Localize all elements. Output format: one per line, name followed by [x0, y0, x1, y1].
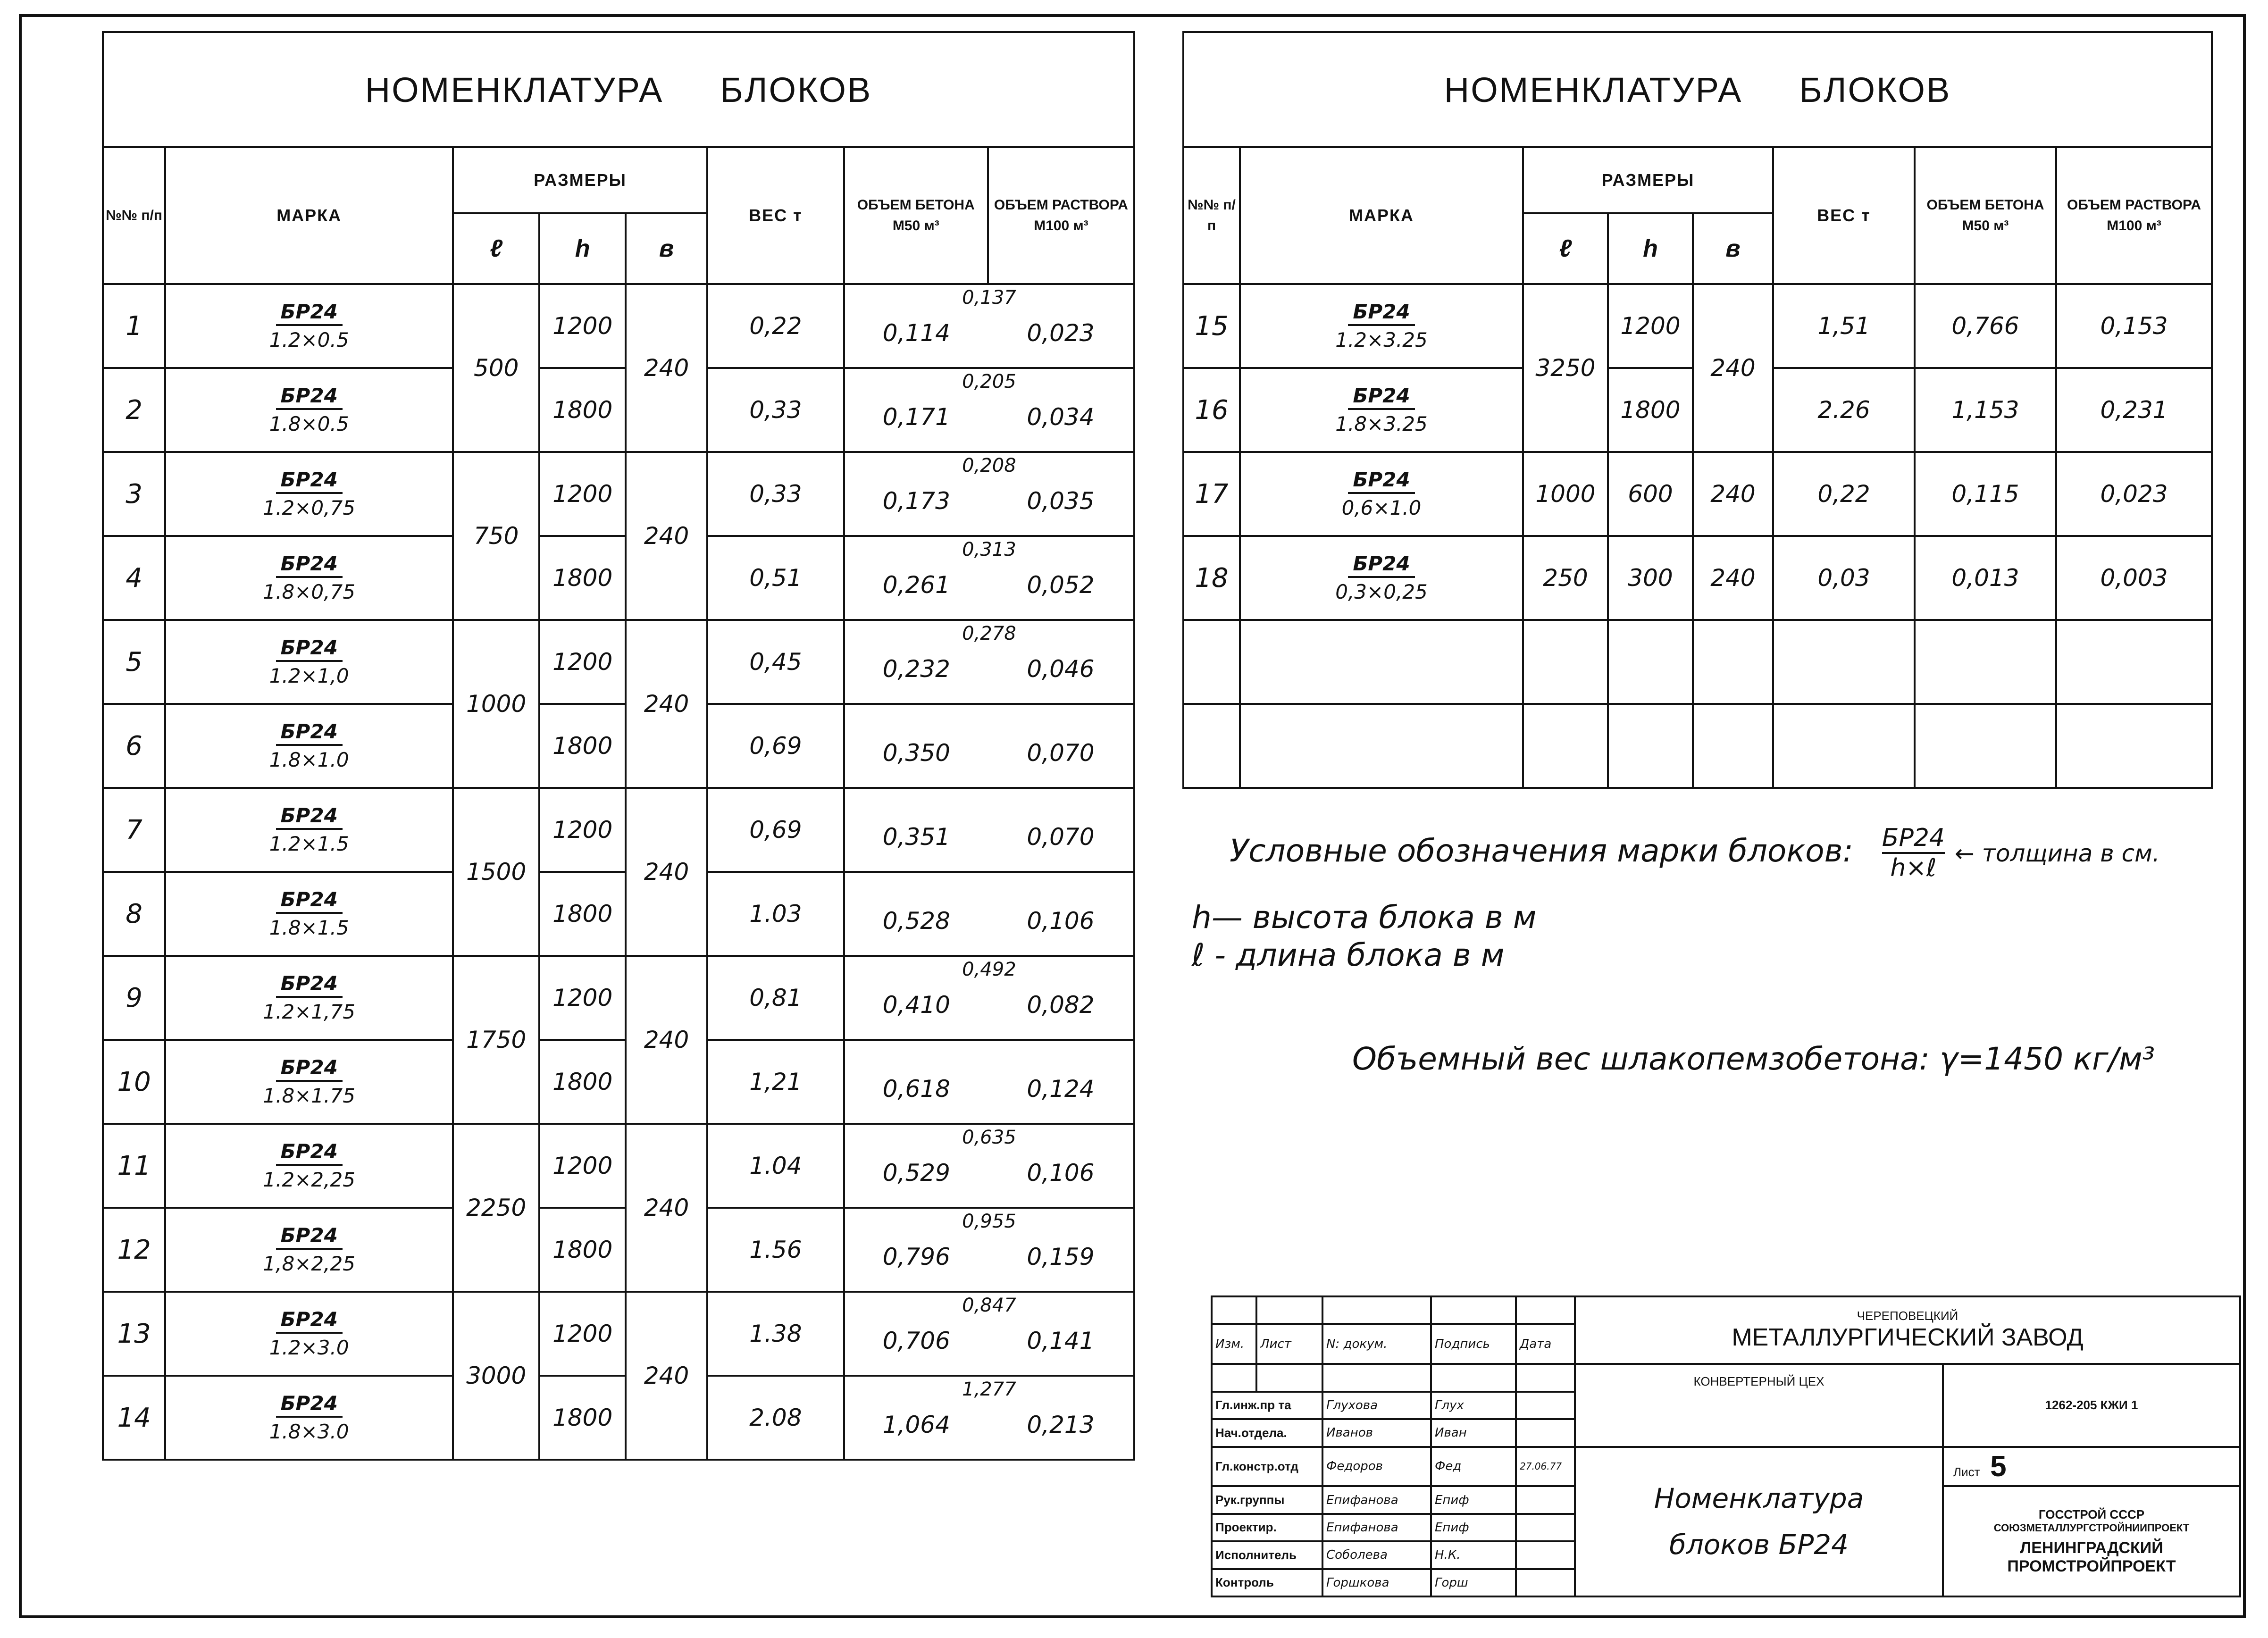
- role-name: Иванов: [1322, 1419, 1431, 1446]
- weight-value: 1.04: [707, 1124, 844, 1208]
- institute: ГОССТРОЙ СССР СОЮЗМЕТАЛЛУРГСТРОЙНИИПРОЕКТ ЛЕНИНГРАДСКИЙ ПРОМСТРОЙПРОЕКТ: [1943, 1486, 2240, 1596]
- table-row: [1183, 284, 2212, 368]
- role-label: Контроль: [1212, 1569, 1322, 1596]
- total-volume: 0,278: [962, 623, 1016, 644]
- h-definition: h— высота блока в м: [1192, 899, 1537, 936]
- role-label: Рук.группы: [1212, 1486, 1322, 1513]
- row-number: 4: [103, 536, 165, 620]
- role-signature: Горш: [1431, 1569, 1516, 1596]
- length-value: 2250: [453, 1124, 539, 1292]
- concrete-value: 0,618: [882, 1075, 950, 1103]
- table-row: [103, 1124, 1134, 1208]
- sheet-number: Лист 5: [1943, 1447, 2240, 1487]
- role-name: Соболева: [1322, 1541, 1431, 1569]
- table-row: [103, 872, 1134, 956]
- height-value: 1200: [539, 1292, 626, 1376]
- weight-value: 1.38: [707, 1292, 844, 1376]
- width-value: 240: [626, 1292, 707, 1460]
- weight-value: 0,03: [1773, 536, 1915, 620]
- role-date: [1516, 1514, 1575, 1541]
- total-volume: 0,847: [962, 1295, 1016, 1316]
- role-name: Епифанова: [1322, 1486, 1431, 1513]
- role-label: Исполнитель: [1212, 1541, 1322, 1569]
- block-mark: БР24 1.8×3.0: [165, 1376, 453, 1460]
- col-izm: Изм.: [1212, 1324, 1256, 1364]
- block-mark: БР24 1.8×1.5: [165, 872, 453, 956]
- volume-cell: [844, 1124, 1134, 1208]
- header-mark: МАРКА: [165, 147, 453, 284]
- legend-arrow: ← толщина в см.: [1954, 840, 2160, 868]
- role-signature: Глух: [1431, 1392, 1516, 1419]
- concrete-value: 0,766: [1915, 284, 2056, 368]
- block-mark: БР24 1.2×1.5: [165, 788, 453, 872]
- mortar-value: 0,034: [1027, 403, 1095, 431]
- concrete-value: 0,351: [882, 823, 950, 851]
- concrete-value: 0,529: [882, 1159, 950, 1187]
- weight-value: 0,33: [707, 368, 844, 452]
- height-value: 1800: [539, 1040, 626, 1124]
- width-value: 240: [626, 956, 707, 1124]
- table-row: [103, 620, 1134, 704]
- role-date: [1516, 1569, 1575, 1596]
- weight-value: 1,21: [707, 1040, 844, 1124]
- header-mortar: ОБЪЕМ РАСТВОРА М100 м³: [2056, 147, 2212, 284]
- empty-row: [1183, 704, 2212, 788]
- header-no: №№ п/п: [1183, 147, 1240, 284]
- role-signature: Н.К.: [1431, 1541, 1516, 1569]
- role-date: [1516, 1486, 1575, 1513]
- height-value: 1800: [539, 704, 626, 788]
- header-h: h: [539, 213, 626, 284]
- row-number: 2: [103, 368, 165, 452]
- mortar-value: 0,213: [1027, 1411, 1095, 1438]
- height-value: 600: [1608, 452, 1693, 536]
- mortar-value: 0,023: [1027, 319, 1095, 347]
- row-number: 18: [1183, 536, 1240, 620]
- col-doc: N: докум.: [1322, 1324, 1431, 1364]
- block-mark: БР24 1.8×1.75: [165, 1040, 453, 1124]
- concrete-value: 0,171: [882, 403, 950, 431]
- total-volume: 0,492: [962, 959, 1016, 980]
- weight-value: 0,45: [707, 620, 844, 704]
- role-signature: Епиф: [1431, 1486, 1516, 1513]
- weight-value: 0,69: [707, 704, 844, 788]
- total-volume: 0,208: [962, 455, 1016, 476]
- height-value: 1800: [539, 536, 626, 620]
- height-value: 1800: [539, 1376, 626, 1460]
- row-number: 5: [103, 620, 165, 704]
- concrete-value: 0,350: [882, 739, 950, 767]
- role-date: 27.06.77: [1516, 1447, 1575, 1487]
- header-mark: МАРКА: [1240, 147, 1523, 284]
- table-row: [103, 788, 1134, 872]
- drawing-title: Номенклатура блоков БР24: [1575, 1447, 1943, 1597]
- weight-value: 1.56: [707, 1208, 844, 1292]
- total-volume: 0,205: [962, 371, 1016, 393]
- height-value: 1200: [1608, 284, 1693, 368]
- width-value: 240: [626, 620, 707, 788]
- mortar-value: 0,141: [1027, 1327, 1095, 1354]
- table-row: [103, 368, 1134, 452]
- block-mark: БР24 1.8×0.5: [165, 368, 453, 452]
- total-volume: 0,137: [962, 287, 1016, 309]
- legend-bot: h×ℓ: [1890, 854, 1937, 882]
- block-mark: БР24 0,3×0,25: [1240, 536, 1523, 620]
- row-number: 11: [103, 1124, 165, 1208]
- volume-cell: [844, 452, 1134, 536]
- legend-note: [1230, 824, 2160, 882]
- width-value: 240: [626, 284, 707, 452]
- weight-value: 2.08: [707, 1376, 844, 1460]
- role-name: Епифанова: [1322, 1514, 1431, 1541]
- role-label: Проектир.: [1212, 1514, 1322, 1541]
- header-mortar: ОБЪЕМ РАСТВОРА М100 м³: [988, 147, 1134, 284]
- volume-cell: [844, 368, 1134, 452]
- mortar-value: 0,106: [1027, 1159, 1095, 1187]
- volume-cell: [844, 1040, 1134, 1124]
- header-concrete: ОБЪЕМ БЕТОНА М50 м³: [844, 147, 988, 284]
- header-l: ℓ: [1523, 213, 1608, 284]
- row-number: 10: [103, 1040, 165, 1124]
- row-number: 15: [1183, 284, 1240, 368]
- block-mark: БР24 1.2×1,75: [165, 956, 453, 1040]
- row-number: 13: [103, 1292, 165, 1376]
- role-signature: Иван: [1431, 1419, 1516, 1446]
- length-value: 250: [1523, 536, 1608, 620]
- volume-cell: [844, 788, 1134, 872]
- drawing-code: 1262-205 КЖИ 1: [1943, 1364, 2240, 1446]
- weight-value: 0,33: [707, 452, 844, 536]
- width-value: 240: [626, 452, 707, 620]
- role-date: [1516, 1392, 1575, 1419]
- density-note: Объемный вес шлакопемзобетона: γ=1450 кг/м³: [1352, 1041, 2155, 1077]
- drawing-sheet: [19, 14, 2246, 1618]
- header-weight: ВЕС т: [707, 147, 844, 284]
- height-value: 1800: [539, 368, 626, 452]
- mortar-value: 0,082: [1027, 991, 1095, 1019]
- mortar-value: 0,070: [1027, 739, 1095, 767]
- length-value: 1000: [1523, 452, 1608, 536]
- length-value: 1500: [453, 788, 539, 956]
- mortar-value: 0,124: [1027, 1075, 1095, 1103]
- width-value: 240: [626, 788, 707, 956]
- blocks-table-right: [1182, 31, 2213, 789]
- length-value: 500: [453, 284, 539, 452]
- block-mark: БР24 1.2×3.0: [165, 1292, 453, 1376]
- block-mark: БР24 1.2×1,0: [165, 620, 453, 704]
- length-value: 3000: [453, 1292, 539, 1460]
- table-row: [1183, 536, 2212, 620]
- concrete-value: 0,796: [882, 1243, 950, 1270]
- mortar-value: 0,023: [2056, 452, 2212, 536]
- height-value: 300: [1608, 536, 1693, 620]
- block-mark: БР24 1.2×2,25: [165, 1124, 453, 1208]
- header-weight: ВЕС т: [1773, 147, 1915, 284]
- role-name: Глухова: [1322, 1392, 1431, 1419]
- concrete-value: 0,173: [882, 487, 950, 515]
- role-date: [1516, 1541, 1575, 1569]
- weight-value: 1.03: [707, 872, 844, 956]
- height-value: 1800: [1608, 368, 1693, 452]
- empty-row: [1183, 620, 2212, 704]
- block-mark: БР24 1.8×3.25: [1240, 368, 1523, 452]
- row-number: 9: [103, 956, 165, 1040]
- blocks-table-left: [102, 31, 1135, 1461]
- table-row: [103, 1292, 1134, 1376]
- org-name: ЧЕРЕПОВЕЦКИЙ МЕТАЛЛУРГИЧЕСКИЙ ЗАВОД: [1575, 1296, 2240, 1364]
- concrete-value: 0,528: [882, 907, 950, 935]
- row-number: 14: [103, 1376, 165, 1460]
- mortar-value: 0,052: [1027, 571, 1095, 599]
- concrete-value: 0,410: [882, 991, 950, 1019]
- col-sign: Подпись: [1431, 1324, 1516, 1364]
- block-mark: БР24 1.8×1.0: [165, 704, 453, 788]
- header-sizes: РАЗМЕРЫ: [1523, 147, 1773, 213]
- role-name: Горшкова: [1322, 1569, 1431, 1596]
- concrete-value: 0,115: [1915, 452, 2056, 536]
- mortar-value: 0,046: [1027, 655, 1095, 683]
- title-block: [1211, 1295, 2239, 1597]
- table-row: [103, 452, 1134, 536]
- mortar-value: 0,003: [2056, 536, 2212, 620]
- concrete-value: 1,064: [882, 1411, 950, 1438]
- mortar-value: 0,106: [1027, 907, 1095, 935]
- table-row: [103, 1208, 1134, 1292]
- length-value: 1000: [453, 620, 539, 788]
- col-list: Лист: [1256, 1324, 1322, 1364]
- height-value: 1200: [539, 788, 626, 872]
- table-row: [103, 284, 1134, 368]
- length-value: 1750: [453, 956, 539, 1124]
- role-signature: Фед: [1431, 1447, 1516, 1487]
- legend-top: БР24: [1882, 824, 1945, 854]
- volume-cell: [844, 956, 1134, 1040]
- concrete-value: 0,261: [882, 571, 950, 599]
- mortar-value: 0,153: [2056, 284, 2212, 368]
- row-number: 16: [1183, 368, 1240, 452]
- volume-cell: [844, 704, 1134, 788]
- weight-value: 0,22: [707, 284, 844, 368]
- height-value: 1200: [539, 284, 626, 368]
- block-mark: БР24 1.2×0.5: [165, 284, 453, 368]
- concrete-value: 0,232: [882, 655, 950, 683]
- width-value: 240: [626, 1124, 707, 1292]
- legend-label: Условные обозначения марки блоков:: [1230, 833, 1853, 869]
- mortar-value: 0,231: [2056, 368, 2212, 452]
- table-title: НОМЕНКЛАТУРА БЛОКОВ: [103, 32, 1134, 147]
- height-value: 1800: [539, 1208, 626, 1292]
- total-volume: 0,955: [962, 1211, 1016, 1232]
- row-number: 3: [103, 452, 165, 536]
- block-mark: БР24 0,6×1.0: [1240, 452, 1523, 536]
- header-sizes: РАЗМЕРЫ: [453, 147, 707, 213]
- weight-value: 0,22: [1773, 452, 1915, 536]
- table-row: [103, 956, 1134, 1040]
- mortar-value: 0,159: [1027, 1243, 1095, 1270]
- right-table-body: [1183, 284, 2212, 788]
- concrete-value: 0,013: [1915, 536, 2056, 620]
- block-mark: БР24 1.2×3.25: [1240, 284, 1523, 368]
- row-number: 12: [103, 1208, 165, 1292]
- concrete-value: 0,706: [882, 1327, 950, 1354]
- weight-value: 0,51: [707, 536, 844, 620]
- height-value: 1200: [539, 956, 626, 1040]
- weight-value: 0,81: [707, 956, 844, 1040]
- concrete-value: 0,114: [882, 319, 950, 347]
- table-row: [103, 536, 1134, 620]
- l-definition: ℓ - длина блока в м: [1192, 937, 1505, 973]
- row-number: 7: [103, 788, 165, 872]
- col-date: Дата: [1516, 1324, 1575, 1364]
- role-name: Федоров: [1322, 1447, 1431, 1487]
- header-no: №№ п/п: [103, 147, 165, 284]
- role-signature: Епиф: [1431, 1514, 1516, 1541]
- volume-cell: [844, 620, 1134, 704]
- volume-cell: [844, 1208, 1134, 1292]
- height-value: 1800: [539, 872, 626, 956]
- volume-cell: [844, 536, 1134, 620]
- height-value: 1200: [539, 452, 626, 536]
- length-value: 750: [453, 452, 539, 620]
- table-row: [103, 704, 1134, 788]
- row-number: 6: [103, 704, 165, 788]
- header-b: в: [1693, 213, 1773, 284]
- role-label: Гл.констр.отд: [1212, 1447, 1322, 1487]
- header-l: ℓ: [453, 213, 539, 284]
- width-value: 240: [1693, 536, 1773, 620]
- table-row: [103, 1376, 1134, 1460]
- header-concrete: ОБЪЕМ БЕТОНА М50 м³: [1915, 147, 2056, 284]
- width-value: 240: [1693, 284, 1773, 452]
- role-date: [1516, 1419, 1575, 1446]
- row-number: 8: [103, 872, 165, 956]
- block-mark: БР24 1,8×2,25: [165, 1208, 453, 1292]
- height-value: 1200: [539, 620, 626, 704]
- row-number: 17: [1183, 452, 1240, 536]
- table-title: НОМЕНКЛАТУРА БЛОКОВ: [1183, 32, 2212, 147]
- weight-value: 1,51: [1773, 284, 1915, 368]
- row-number: 1: [103, 284, 165, 368]
- header-h: h: [1608, 213, 1693, 284]
- role-label: Нач.отдела.: [1212, 1419, 1322, 1446]
- mortar-value: 0,070: [1027, 823, 1095, 851]
- mortar-value: 0,035: [1027, 487, 1095, 515]
- role-label: Гл.инж.пр та: [1212, 1392, 1322, 1419]
- volume-cell: [844, 872, 1134, 956]
- table-row: [1183, 452, 2212, 536]
- header-b: в: [626, 213, 707, 284]
- shop-name: КОНВЕРТЕРНЫЙ ЦЕХ: [1575, 1364, 1943, 1446]
- concrete-value: 1,153: [1915, 368, 2056, 452]
- volume-cell: [844, 1292, 1134, 1376]
- table-row: [103, 1040, 1134, 1124]
- volume-cell: [844, 1376, 1134, 1460]
- length-value: 3250: [1523, 284, 1608, 452]
- height-value: 1200: [539, 1124, 626, 1208]
- block-mark: БР24 1.8×0,75: [165, 536, 453, 620]
- weight-value: 0,69: [707, 788, 844, 872]
- block-mark: БР24 1.2×0,75: [165, 452, 453, 536]
- volume-cell: [844, 284, 1134, 368]
- weight-value: 2.26: [1773, 368, 1915, 452]
- total-volume: 0,635: [962, 1127, 1016, 1148]
- total-volume: 0,313: [962, 539, 1016, 560]
- width-value: 240: [1693, 452, 1773, 536]
- total-volume: 1,277: [962, 1379, 1016, 1400]
- left-table-body: [103, 284, 1134, 1460]
